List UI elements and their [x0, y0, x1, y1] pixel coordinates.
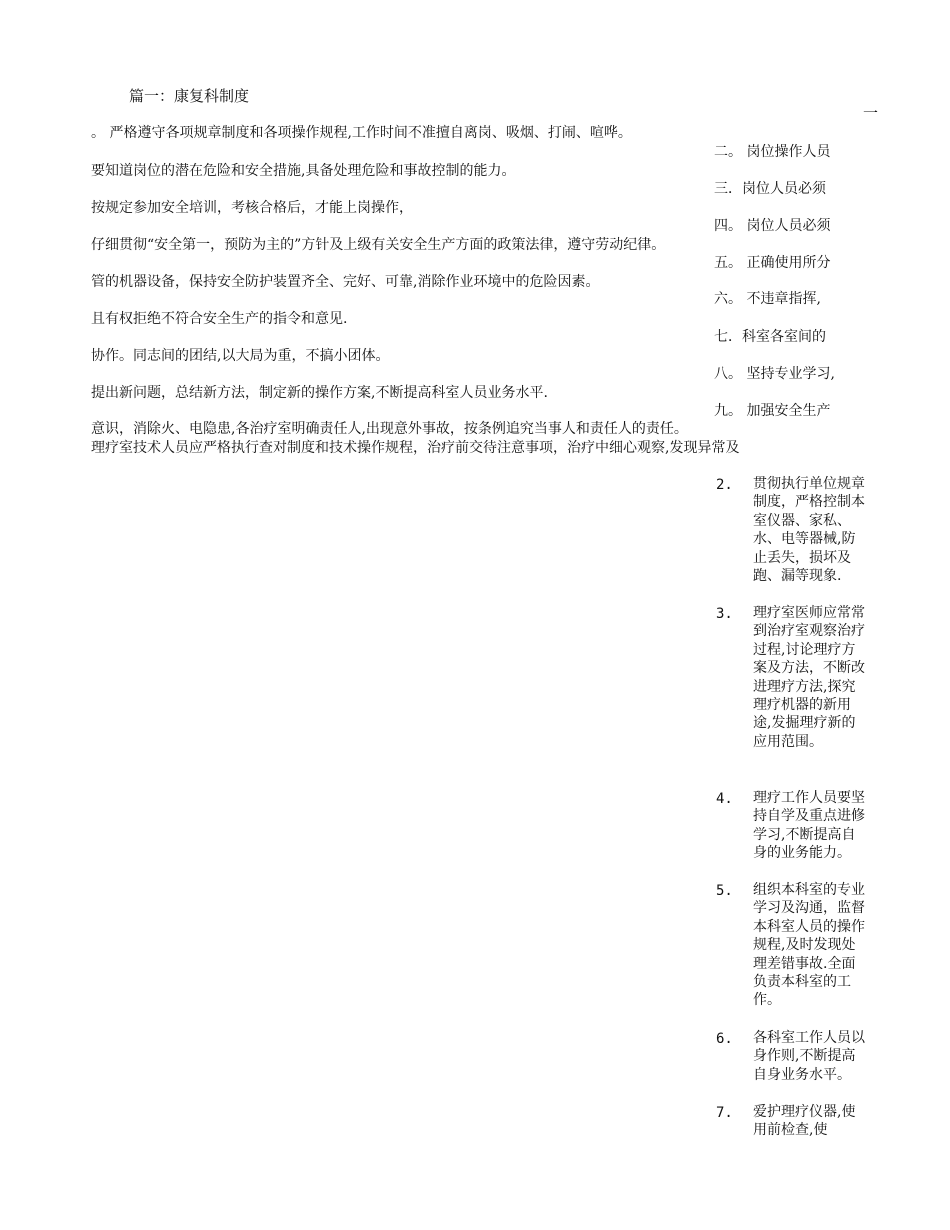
side-heading: 二。 岗位操作人员: [714, 144, 831, 160]
item-number: 5.: [716, 883, 733, 899]
numbered-item-text: 贯彻执行单位规章制度，严格控制本室仪器、家私、水、电等器械,防止丢失，损坏及跑、漏等现象.: [753, 476, 865, 585]
page-title: 篇一：康复科制度: [129, 87, 250, 105]
item-number: 6.: [716, 1031, 733, 1047]
corner-mark: 一: [863, 104, 879, 122]
side-heading: 三．岗位人员必须: [714, 181, 826, 197]
side-heading: 五。 正确使用所分: [714, 255, 831, 271]
numbered-item-text: 各科室工作人员以身作则,不断提高自身业务水平。: [753, 1030, 865, 1083]
main-line: 。 严格遵守各项规章制度和各项操作规程,工作时间不准擅自离岗、吸烟、打闹、喧哗。: [91, 125, 632, 141]
main-line: 提出新问题，总结新方法，制定新的操作方案,不断提高科室人员业务水平.: [91, 385, 548, 401]
main-line: 仔细贯彻“安全第一，预防为主的”方针及上级有关安全生产方面的政策法律，遵守劳动纪律。: [91, 237, 666, 253]
main-line: 且有权拒绝不符合安全生产的指令和意见.: [91, 311, 348, 327]
main-line: 按规定参加安全培训，考核合格后，才能上岗操作，: [91, 200, 413, 216]
side-heading: 八。 坚持专业学习,: [714, 366, 835, 382]
side-heading: 六。 不违章指挥,: [714, 291, 821, 307]
side-heading: 七．科室各室间的: [714, 329, 826, 345]
side-heading: 九。 加强安全生产: [714, 403, 831, 419]
item-number: 2.: [716, 477, 733, 493]
main-line: 意识，消除火、电隐患,各治疗室明确责任人,出现意外事故，按条例追究当事人和责任人的责任。: [91, 421, 688, 437]
main-line: 理疗室技术人员应严格执行查对制度和技术操作规程，治疗前交待注意事项，治疗中细心观察,发现异常及: [91, 440, 740, 456]
numbered-item-text: 理疗室医师应常常到治疗室观察治疗过程,讨论理疗方案及方法，不断改进理疗方法,探究理疗机器的新用途,发掘理疗新的应用范围。: [753, 605, 865, 750]
main-line: 要知道岗位的潜在危险和安全措施,具备处理危险和事故控制的能力。: [91, 163, 516, 179]
item-number: 7.: [716, 1105, 733, 1121]
main-line: 协作。同志间的团结,以大局为重，不搞小团体。: [91, 348, 390, 364]
numbered-item-text: 理疗工作人员要坚持自学及重点进修学习,不断提高自身的业务能力。: [753, 790, 865, 862]
item-number: 4.: [716, 791, 733, 807]
numbered-item-text: 组织本科室的专业学习及沟通，监督本科室人员的操作规程,及时发现处理差错事故.全面负责本科室的工作。: [753, 882, 865, 1009]
numbered-item-text: 爱护理疗仪器,使用前检查,使: [753, 1104, 856, 1139]
main-line: 管的机器设备，保持安全防护装置齐全、完好、可靠,消除作业环境中的危险因素。: [91, 274, 600, 290]
item-number: 3.: [716, 606, 733, 622]
side-heading: 四。 岗位人员必须: [714, 218, 831, 234]
